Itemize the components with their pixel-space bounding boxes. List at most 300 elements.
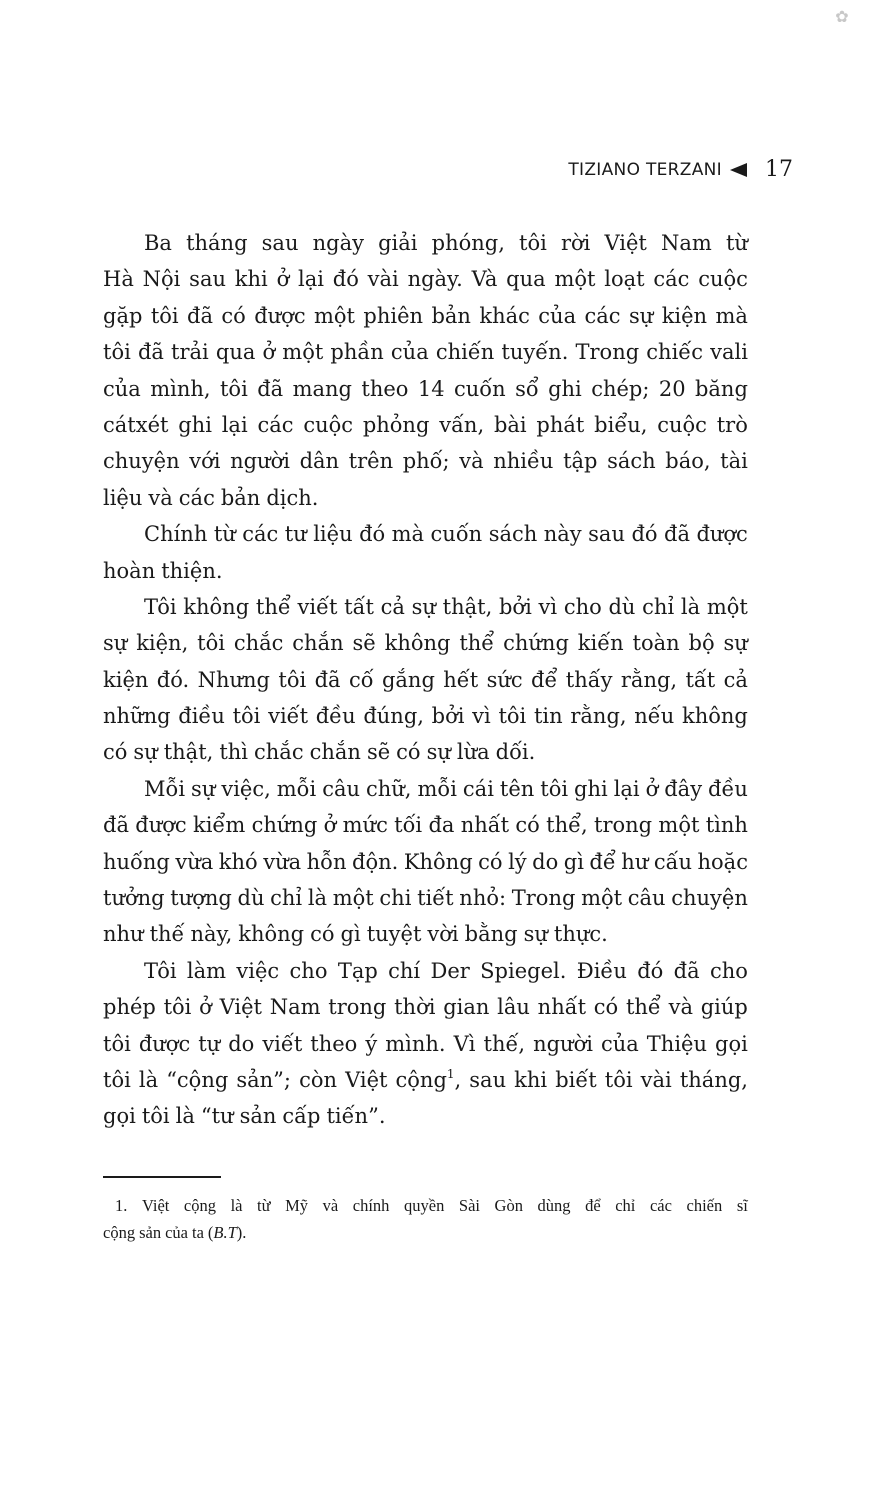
word: Mỹ — [285, 1196, 309, 1215]
word: tài — [720, 449, 748, 474]
word: sản — [139, 1223, 162, 1242]
word: ngày. — [407, 267, 463, 292]
word: sự — [723, 631, 748, 656]
word: trên — [348, 449, 394, 474]
word: dịch. — [266, 485, 319, 510]
word: Spiegel. — [480, 958, 567, 983]
word: tôi — [498, 704, 527, 729]
word: của — [538, 303, 577, 328]
word: hư — [621, 849, 649, 874]
word: tập — [563, 449, 598, 474]
word: chiến — [435, 340, 495, 365]
word: đã — [103, 813, 129, 838]
text-line — [103, 625, 748, 661]
word: 1. — [115, 1196, 128, 1215]
word: này — [543, 522, 582, 547]
word: một — [282, 340, 324, 365]
word: đa — [428, 813, 455, 838]
word: không — [238, 922, 305, 947]
word: này, — [190, 922, 233, 947]
word: gọi — [715, 1031, 748, 1056]
word: là — [175, 1104, 195, 1129]
text-line — [103, 480, 748, 516]
word: chắn — [292, 631, 344, 656]
word: phỏng — [362, 412, 430, 437]
word: ở — [323, 813, 337, 838]
text-line — [103, 371, 748, 407]
word: Chính — [144, 522, 208, 547]
word: đã — [673, 958, 700, 983]
word: cả — [380, 594, 405, 619]
text-line — [103, 334, 748, 370]
word: thực. — [553, 922, 608, 947]
word: kiện — [661, 303, 708, 328]
word: tôi — [232, 704, 261, 729]
word: tên — [499, 776, 535, 801]
word: thật, — [442, 594, 493, 619]
word: tuyến. — [501, 340, 569, 365]
footnote-reference[interactable]: 1 — [446, 1066, 455, 1081]
word: theo — [310, 1031, 358, 1056]
word: gì — [340, 922, 361, 947]
word: làm — [186, 958, 227, 983]
word: mình, — [150, 376, 211, 401]
word: chuyện — [671, 886, 748, 911]
word: tháng, — [679, 1067, 748, 1092]
running-head — [568, 155, 747, 185]
word: Sài — [458, 1196, 480, 1215]
word: dối. — [495, 740, 536, 765]
word: sự — [191, 776, 216, 801]
word: các — [242, 522, 279, 547]
word: ý — [365, 1031, 378, 1056]
word: một — [554, 267, 596, 292]
word: liệu — [313, 522, 353, 547]
text-line — [103, 734, 748, 770]
word: gặp — [103, 303, 143, 328]
word: “cộng — [166, 1067, 229, 1092]
word: của — [103, 376, 141, 401]
word: chắn — [309, 740, 361, 765]
word: do — [228, 1031, 255, 1056]
word: câu — [322, 776, 361, 801]
word: tôi — [150, 303, 179, 328]
word: tình — [705, 813, 748, 838]
word: kiến — [577, 631, 624, 656]
word: Việt — [219, 995, 262, 1020]
word: được — [696, 522, 748, 547]
word: của — [390, 340, 429, 365]
text-line — [103, 298, 748, 334]
word: sự — [523, 922, 548, 947]
word: cấu — [653, 849, 693, 874]
text-line — [103, 1062, 748, 1098]
word: Nam — [661, 231, 712, 255]
word: chuyện — [103, 449, 180, 474]
footnote-divider — [103, 1176, 221, 1178]
word: câu — [627, 886, 666, 911]
word: Gòn — [494, 1196, 523, 1215]
word: thể — [625, 995, 661, 1020]
word: người — [533, 1031, 593, 1056]
word: kiện — [103, 667, 149, 692]
word: tượng — [170, 886, 232, 911]
word: các — [649, 1196, 672, 1215]
word: tôi — [219, 376, 248, 401]
word: tôi — [197, 631, 225, 656]
word: các — [653, 267, 690, 292]
word: kiện, — [136, 631, 189, 656]
body-text — [103, 225, 748, 1135]
word: có — [593, 995, 619, 1020]
word: viết — [262, 1031, 303, 1056]
word: đều — [708, 776, 748, 801]
word: hết — [443, 667, 479, 692]
text-line — [103, 225, 748, 261]
word: chiến — [686, 1196, 723, 1215]
word: mỗi — [417, 776, 457, 801]
word: vì — [538, 594, 558, 619]
word: tuyệt — [366, 922, 422, 947]
word: sổ — [515, 376, 539, 401]
flower-watermark-icon: ✿ — [835, 7, 849, 26]
word: Trong — [575, 340, 640, 365]
word: biểu, — [594, 412, 648, 437]
word: việc, — [221, 776, 271, 801]
word: thật, — [163, 740, 214, 765]
word: kiểm — [192, 813, 246, 838]
word: bài — [493, 412, 527, 437]
word: cuộc — [657, 412, 707, 437]
word: tư — [284, 522, 307, 547]
word: huống — [103, 849, 170, 874]
word: từ — [725, 231, 748, 255]
word: các — [257, 412, 294, 437]
footnote — [103, 1192, 748, 1246]
word: theo — [361, 376, 409, 401]
word: và — [148, 485, 173, 510]
word: biết — [555, 1067, 597, 1092]
word: từ — [257, 1196, 271, 1215]
word: Và — [471, 267, 498, 292]
word: ở — [645, 776, 659, 801]
word: cuộc — [698, 267, 748, 292]
word: trò — [716, 412, 748, 437]
word: còn — [299, 1067, 337, 1092]
text-line — [103, 553, 748, 589]
word: vấn, — [439, 412, 485, 437]
word: mức — [342, 813, 388, 838]
word: cuốn — [430, 522, 483, 547]
word: được — [138, 1031, 191, 1056]
word: viết — [268, 704, 309, 729]
word: có — [396, 740, 421, 765]
word: vừa — [263, 849, 302, 874]
word: chi — [379, 886, 412, 911]
word: dù — [608, 594, 636, 619]
word: Nhưng — [197, 667, 270, 692]
word: và — [668, 995, 693, 1020]
word: “tư — [200, 1104, 234, 1129]
text-line — [103, 261, 748, 297]
word: nhiều — [493, 449, 554, 474]
word: viết — [297, 594, 338, 619]
word: vali — [710, 340, 748, 365]
word: chỉ — [270, 886, 303, 911]
word: qua — [506, 267, 546, 292]
word: sản”; — [236, 1067, 291, 1092]
word: cho — [563, 594, 602, 619]
word: Không — [403, 849, 473, 874]
word: dùng — [537, 1196, 571, 1215]
word: mang — [292, 376, 352, 401]
word: nhỏ: — [459, 886, 507, 911]
word: thời — [394, 995, 436, 1020]
word: như — [103, 922, 144, 947]
word: sự — [628, 303, 654, 328]
word: thế, — [483, 1031, 526, 1056]
word: chắc — [254, 740, 304, 765]
word: của — [600, 1031, 639, 1056]
word: đó — [332, 267, 359, 292]
word: lừa — [456, 740, 490, 765]
word: mỗi — [276, 776, 317, 801]
word: cấp — [282, 1104, 321, 1129]
word: việc — [236, 958, 280, 983]
word: Vì — [453, 1031, 476, 1056]
footnote-line — [103, 1219, 748, 1246]
word: Tôi — [144, 594, 177, 619]
text-line — [103, 771, 748, 807]
text-line — [103, 407, 748, 443]
text-line — [103, 1026, 748, 1062]
word: gắng — [381, 667, 435, 692]
word: cố — [348, 667, 374, 692]
word: được — [254, 303, 306, 328]
word: sau — [261, 231, 299, 255]
word: lại — [298, 267, 324, 292]
text-line — [103, 916, 748, 952]
word: tất — [344, 594, 374, 619]
word: giúp — [700, 995, 748, 1020]
text-line — [103, 1098, 748, 1134]
word: lý — [508, 849, 527, 874]
word: phần — [330, 340, 384, 365]
word: ở — [262, 340, 276, 365]
word: rời — [560, 231, 591, 255]
word: chứng — [503, 631, 569, 656]
word: có — [103, 740, 128, 765]
word: chỉ — [642, 594, 675, 619]
text-line — [103, 807, 748, 843]
word: rằng, — [570, 704, 627, 729]
word: gian — [443, 995, 490, 1020]
word: chắc — [233, 631, 284, 656]
text-line — [103, 698, 748, 734]
word: và — [459, 449, 484, 474]
word: cho — [709, 958, 748, 983]
footnote-line — [103, 1192, 748, 1219]
word: Nam — [269, 995, 321, 1020]
word: bởi — [498, 594, 532, 619]
word: tưởng — [103, 886, 165, 911]
word: khó — [218, 849, 258, 874]
word: được — [135, 813, 187, 838]
word: hoàn — [103, 558, 156, 583]
word: một — [658, 813, 700, 838]
word: một — [314, 303, 355, 328]
word: chữ, — [365, 776, 412, 801]
word: vì — [472, 704, 491, 729]
word: sản — [239, 1104, 277, 1129]
word: vời — [427, 922, 459, 947]
word: mình. — [385, 1031, 446, 1056]
word: khác — [479, 303, 530, 328]
word: Việt — [604, 231, 647, 255]
word: sau — [588, 522, 625, 547]
word: ghi — [574, 776, 608, 801]
word: cuộc — [303, 412, 354, 437]
word: đó — [637, 958, 664, 983]
word: các — [584, 303, 621, 328]
word: Hà — [103, 267, 134, 292]
text-line — [103, 880, 748, 916]
word: phố; — [402, 449, 450, 474]
word: là — [680, 594, 701, 619]
word: tôi — [519, 231, 547, 255]
word: Việt — [345, 1067, 388, 1092]
word: chỉ — [615, 1196, 636, 1215]
word: nhất — [460, 813, 510, 838]
word: liệu — [103, 485, 143, 510]
word: tất — [685, 667, 716, 692]
word: có — [221, 303, 246, 328]
word: Nội — [142, 267, 181, 292]
word: có — [478, 849, 503, 874]
word: (B.T). — [207, 1223, 247, 1242]
word: những — [103, 704, 171, 729]
word: đó. — [156, 667, 190, 692]
word: Tạp — [337, 958, 378, 983]
running-head-author: TIZIANO TERZANI — [568, 160, 722, 180]
word: bản — [431, 303, 471, 328]
word: phép — [103, 995, 156, 1020]
word: sau — [469, 1067, 507, 1092]
word: và — [322, 1196, 339, 1215]
word: dân — [299, 449, 340, 474]
word: của — [165, 1223, 188, 1242]
word: quyền — [404, 1196, 445, 1215]
word: chiếc — [646, 340, 703, 365]
word: các — [178, 485, 215, 510]
word: có — [515, 813, 540, 838]
word: khi — [234, 267, 268, 292]
word: nếu — [634, 704, 675, 729]
word: dù — [237, 886, 265, 911]
word: là — [138, 1067, 159, 1092]
word: sẽ — [366, 740, 391, 765]
word: nhất — [537, 995, 587, 1020]
word: bản — [220, 485, 261, 510]
word: gì — [563, 849, 584, 874]
word: cộng — [183, 1196, 216, 1215]
text-line — [103, 989, 748, 1025]
text-line — [103, 662, 748, 698]
word: cátxét — [103, 412, 169, 437]
word: không — [183, 594, 250, 619]
word: cộng — [103, 1223, 136, 1242]
word: lâu — [497, 995, 530, 1020]
word: đó — [359, 522, 386, 547]
word: đây — [664, 776, 703, 801]
word: không — [681, 704, 748, 729]
word: toàn — [632, 631, 680, 656]
word: để — [589, 849, 616, 874]
word: là — [307, 886, 328, 911]
word: là — [230, 1196, 243, 1215]
word: sự — [103, 631, 128, 656]
word: ở — [199, 995, 212, 1020]
word: cho — [289, 958, 328, 983]
word: tôi — [141, 1104, 170, 1129]
word: bởi — [431, 704, 465, 729]
word: phát — [536, 412, 585, 437]
word: ở — [276, 267, 290, 292]
word: sự — [411, 594, 436, 619]
word: Việt — [141, 1196, 170, 1215]
text-line — [103, 443, 748, 479]
word: độn. — [352, 849, 399, 874]
text-line — [103, 516, 748, 552]
word: chí — [388, 958, 421, 983]
text-line — [103, 589, 748, 625]
word: sĩ — [736, 1196, 748, 1215]
word: Ba — [144, 231, 172, 255]
word: Điều — [576, 958, 627, 983]
word: trải — [171, 340, 209, 365]
word: Thiệu — [646, 1031, 707, 1056]
word: không — [384, 631, 451, 656]
word: đã — [137, 340, 164, 365]
word: sách — [488, 522, 538, 547]
word: tôi — [163, 995, 192, 1020]
word: đã — [314, 667, 341, 692]
word: báo, — [665, 449, 711, 474]
word: bằng — [464, 922, 518, 947]
word: để — [531, 667, 558, 692]
word: thiện. — [161, 558, 223, 583]
word: đúng, — [363, 704, 424, 729]
word: vài — [640, 1067, 672, 1092]
word: băng — [694, 376, 748, 401]
word: giải — [378, 231, 418, 255]
word: vừa — [175, 849, 214, 874]
word: chứng — [251, 813, 318, 838]
word: thấy — [565, 667, 613, 692]
word: Trong — [511, 886, 576, 911]
word: ta — [191, 1223, 204, 1242]
word: tự — [198, 1031, 221, 1056]
word: hỗn — [306, 849, 347, 874]
word: sách — [607, 449, 656, 474]
word: ghi — [178, 412, 212, 437]
word: phiên — [363, 303, 424, 328]
word: người — [230, 449, 290, 474]
word: vài — [367, 267, 399, 292]
word: qua — [215, 340, 256, 365]
word: trong — [594, 813, 653, 838]
word: thể — [255, 594, 291, 619]
